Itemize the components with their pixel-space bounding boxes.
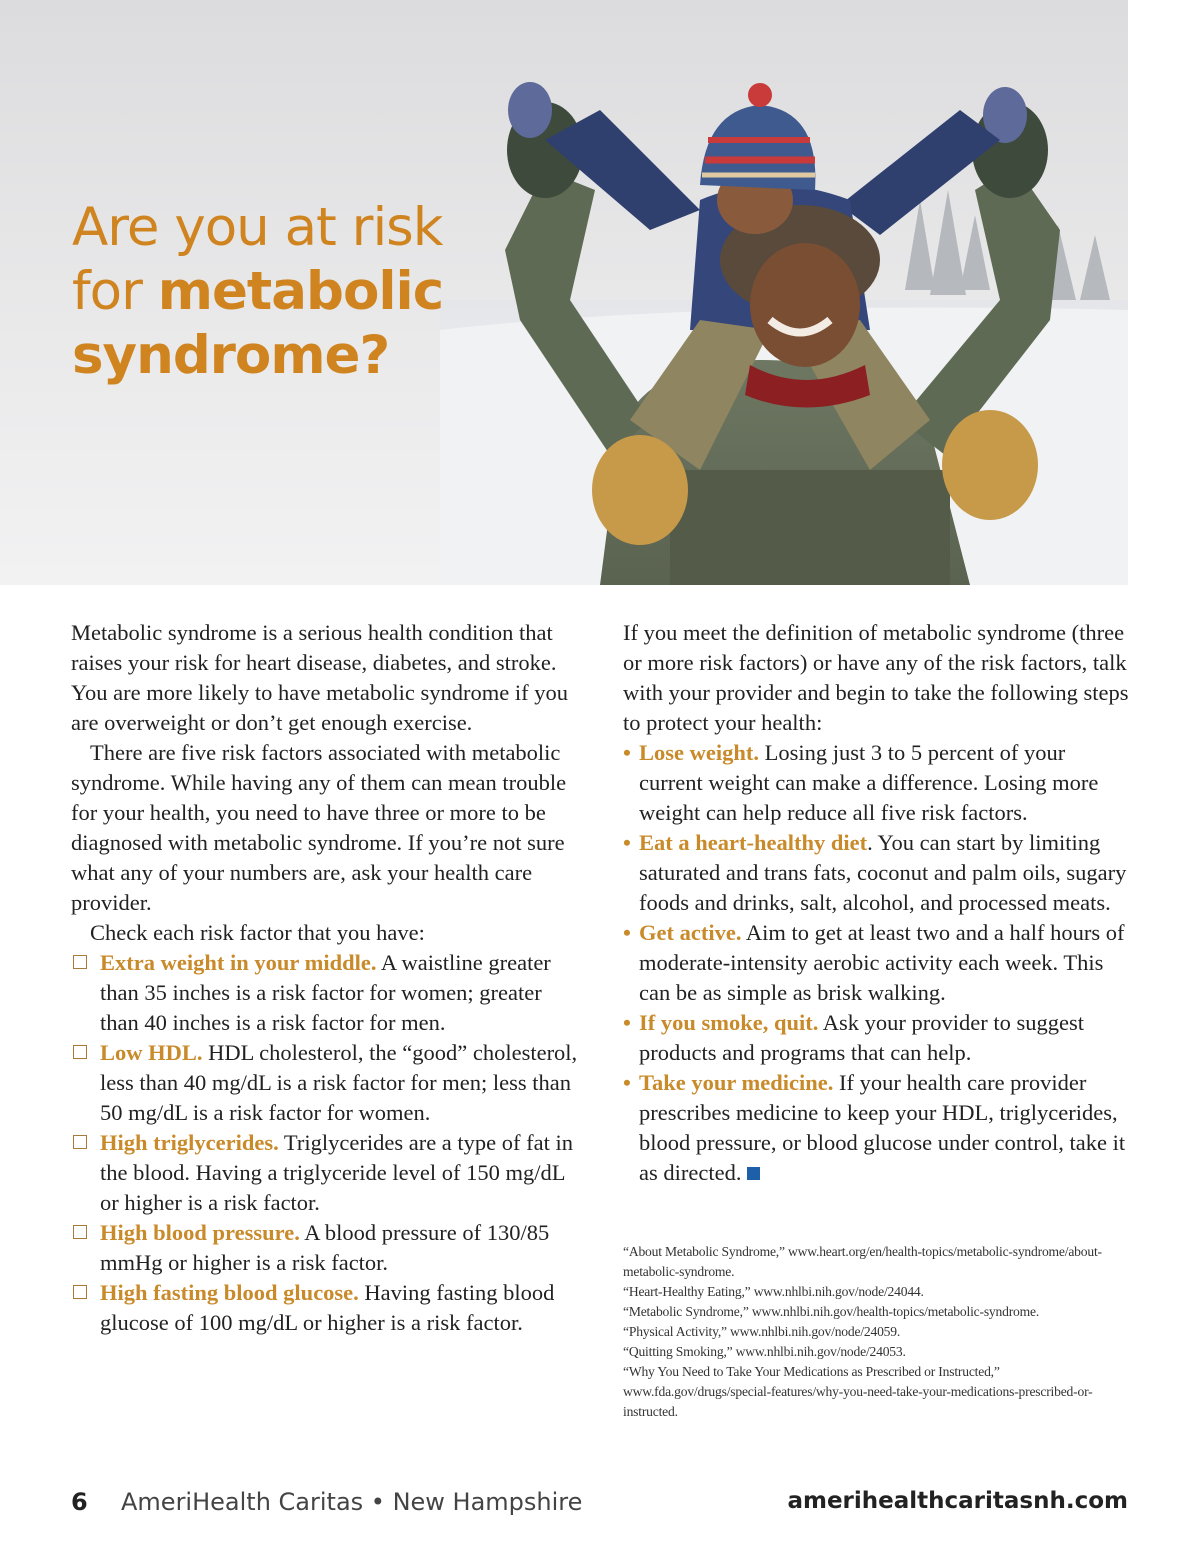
step-title: Take your medicine. — [639, 1070, 834, 1095]
step-text: If your health care provider prescribes medicine to keep your HDL, triglycerides, blood pressure, or blood glucose under control, take it as directed. — [639, 1070, 1126, 1185]
headline-line-3 — [72, 324, 443, 388]
page-number: 6 — [71, 1488, 88, 1516]
bullet-icon: • — [623, 920, 631, 945]
step-item — [623, 1008, 1133, 1068]
risk-factor-title: High blood pressure. — [100, 1220, 300, 1245]
risk-factor-checklist — [71, 948, 581, 1338]
step-text: . You can start by limiting saturated and trans fats, coconut and palm oils, sugary foods and drinks, salt, alcohol, and processed meats. — [639, 830, 1127, 915]
headline-line-3-bold: syndrome? — [72, 325, 390, 386]
reference-item: “Heart-Healthy Eating,” www.nhlbi.nih.gov/node/24044. — [623, 1284, 924, 1299]
risk-factor-item — [71, 1128, 581, 1218]
references — [623, 1242, 1143, 1422]
checkbox-icon[interactable] — [73, 1285, 87, 1299]
right-column — [623, 618, 1133, 1188]
checkbox-icon[interactable] — [73, 955, 87, 969]
reference-item: “Physical Activity,” www.nhlbi.nih.gov/node/24059. — [623, 1324, 901, 1339]
headline-line-2-bold: metabolic — [157, 261, 444, 322]
step-title: Lose weight. — [639, 740, 759, 765]
page-headline — [72, 196, 443, 388]
step-item — [623, 828, 1133, 918]
risk-factor-item — [71, 1278, 581, 1338]
risk-factor-title: High fasting blood glucose. — [100, 1280, 359, 1305]
risk-factor-text: A waistline greater than 35 inches is a risk factor for women; greater than 40 inches is a risk factor for men. — [100, 950, 551, 1035]
checkbox-icon[interactable] — [73, 1225, 87, 1239]
headline-line-2 — [72, 260, 443, 324]
step-title: Get active. — [639, 920, 742, 945]
footer-url[interactable]: amerihealthcaritasnh.com — [787, 1488, 1128, 1514]
intro-paragraph-3: Check each risk factor that you have: — [90, 920, 425, 945]
headline-line-1: Are you at risk — [72, 197, 443, 258]
risk-factor-item — [71, 1218, 581, 1278]
risk-factor-text: Having fasting blood glucose of 100 mg/dL or higher is a risk factor. — [100, 1280, 555, 1335]
hero-banner — [0, 0, 1128, 585]
bullet-icon: • — [623, 1070, 631, 1095]
intro-paragraph-2: There are five risk factors associated with metabolic syndrome. While having any of them can mean trouble for your health, you need to have three or more to be diagnosed with metabolic syndrome. If you’re not sure what any of your numbers are, ask your health care provider. — [71, 740, 567, 915]
reference-item: “Why You Need to Take Your Medications as Prescribed or Instructed,” www.fda.gov/drugs/special-features/why-you-need-take-your-medications-prescribed-or-instructed. — [623, 1364, 1093, 1419]
step-item — [623, 1068, 1133, 1188]
risk-factor-title: High triglycerides. — [100, 1130, 279, 1155]
page-footer — [0, 1486, 1200, 1522]
bullet-icon: • — [623, 1010, 631, 1035]
checkbox-icon[interactable] — [73, 1135, 87, 1149]
steps-list — [623, 738, 1133, 1188]
reference-item: “Metabolic Syndrome,” www.nhlbi.nih.gov/health-topics/metabolic-syndrome. — [623, 1304, 1040, 1319]
step-text: Losing just 3 to 5 percent of your current weight can make a difference. Losing more weight can help reduce all five risk factors. — [639, 740, 1099, 825]
risk-factor-title: Extra weight in your middle. — [100, 950, 377, 975]
step-item — [623, 918, 1133, 1008]
headline-line-2-regular: for — [72, 261, 158, 322]
risk-factor-text: Triglycerides are a type of fat in the blood. Having a triglyceride level of 150 mg/dL or higher is a risk factor. — [100, 1130, 574, 1215]
step-text: Ask your provider to suggest products and programs that can help. — [639, 1010, 1085, 1065]
checkbox-icon[interactable] — [73, 1045, 87, 1059]
intro-paragraph-1: Metabolic syndrome is a serious health condition that raises your risk for heart disease, diabetes, and stroke. You are more likely to have metabolic syndrome if you are overweight or don’t get enough exercise. — [71, 620, 568, 735]
steps-intro: If you meet the definition of metabolic syndrome (three or more risk factors) or have any of the risk factors, talk with your provider and begin to take the following steps to protect your health: — [623, 620, 1129, 735]
step-title: If you smoke, quit. — [639, 1010, 819, 1035]
risk-factor-item — [71, 948, 581, 1038]
reference-item: “Quitting Smoking,” www.nhlbi.nih.gov/node/24053. — [623, 1344, 906, 1359]
bullet-icon: • — [623, 830, 631, 855]
step-text: Aim to get at least two and a half hours of moderate-intensity aerobic activity each week. This can be as simple as brisk walking. — [639, 920, 1125, 1005]
risk-factor-text: A blood pressure of 130/85 mmHg or higher is a risk factor. — [100, 1220, 550, 1275]
reference-item: “About Metabolic Syndrome,” www.heart.org/en/health-topics/metabolic-syndrome/about-metabolic-syndrome. — [623, 1244, 1102, 1279]
step-item — [623, 738, 1133, 828]
bullet-icon: • — [623, 740, 631, 765]
footer-brand: AmeriHealth Caritas • New Hampshire — [121, 1488, 583, 1516]
risk-factor-text: HDL cholesterol, the “good” cholesterol, less than 40 mg/dL is a risk factor for men; less than 50 mg/dL is a risk factor for women. — [100, 1040, 578, 1125]
left-column — [71, 618, 581, 1338]
step-title: Eat a heart-healthy diet — [639, 830, 868, 855]
end-mark-icon — [747, 1167, 760, 1180]
risk-factor-title: Low HDL. — [100, 1040, 203, 1065]
risk-factor-item — [71, 1038, 581, 1128]
